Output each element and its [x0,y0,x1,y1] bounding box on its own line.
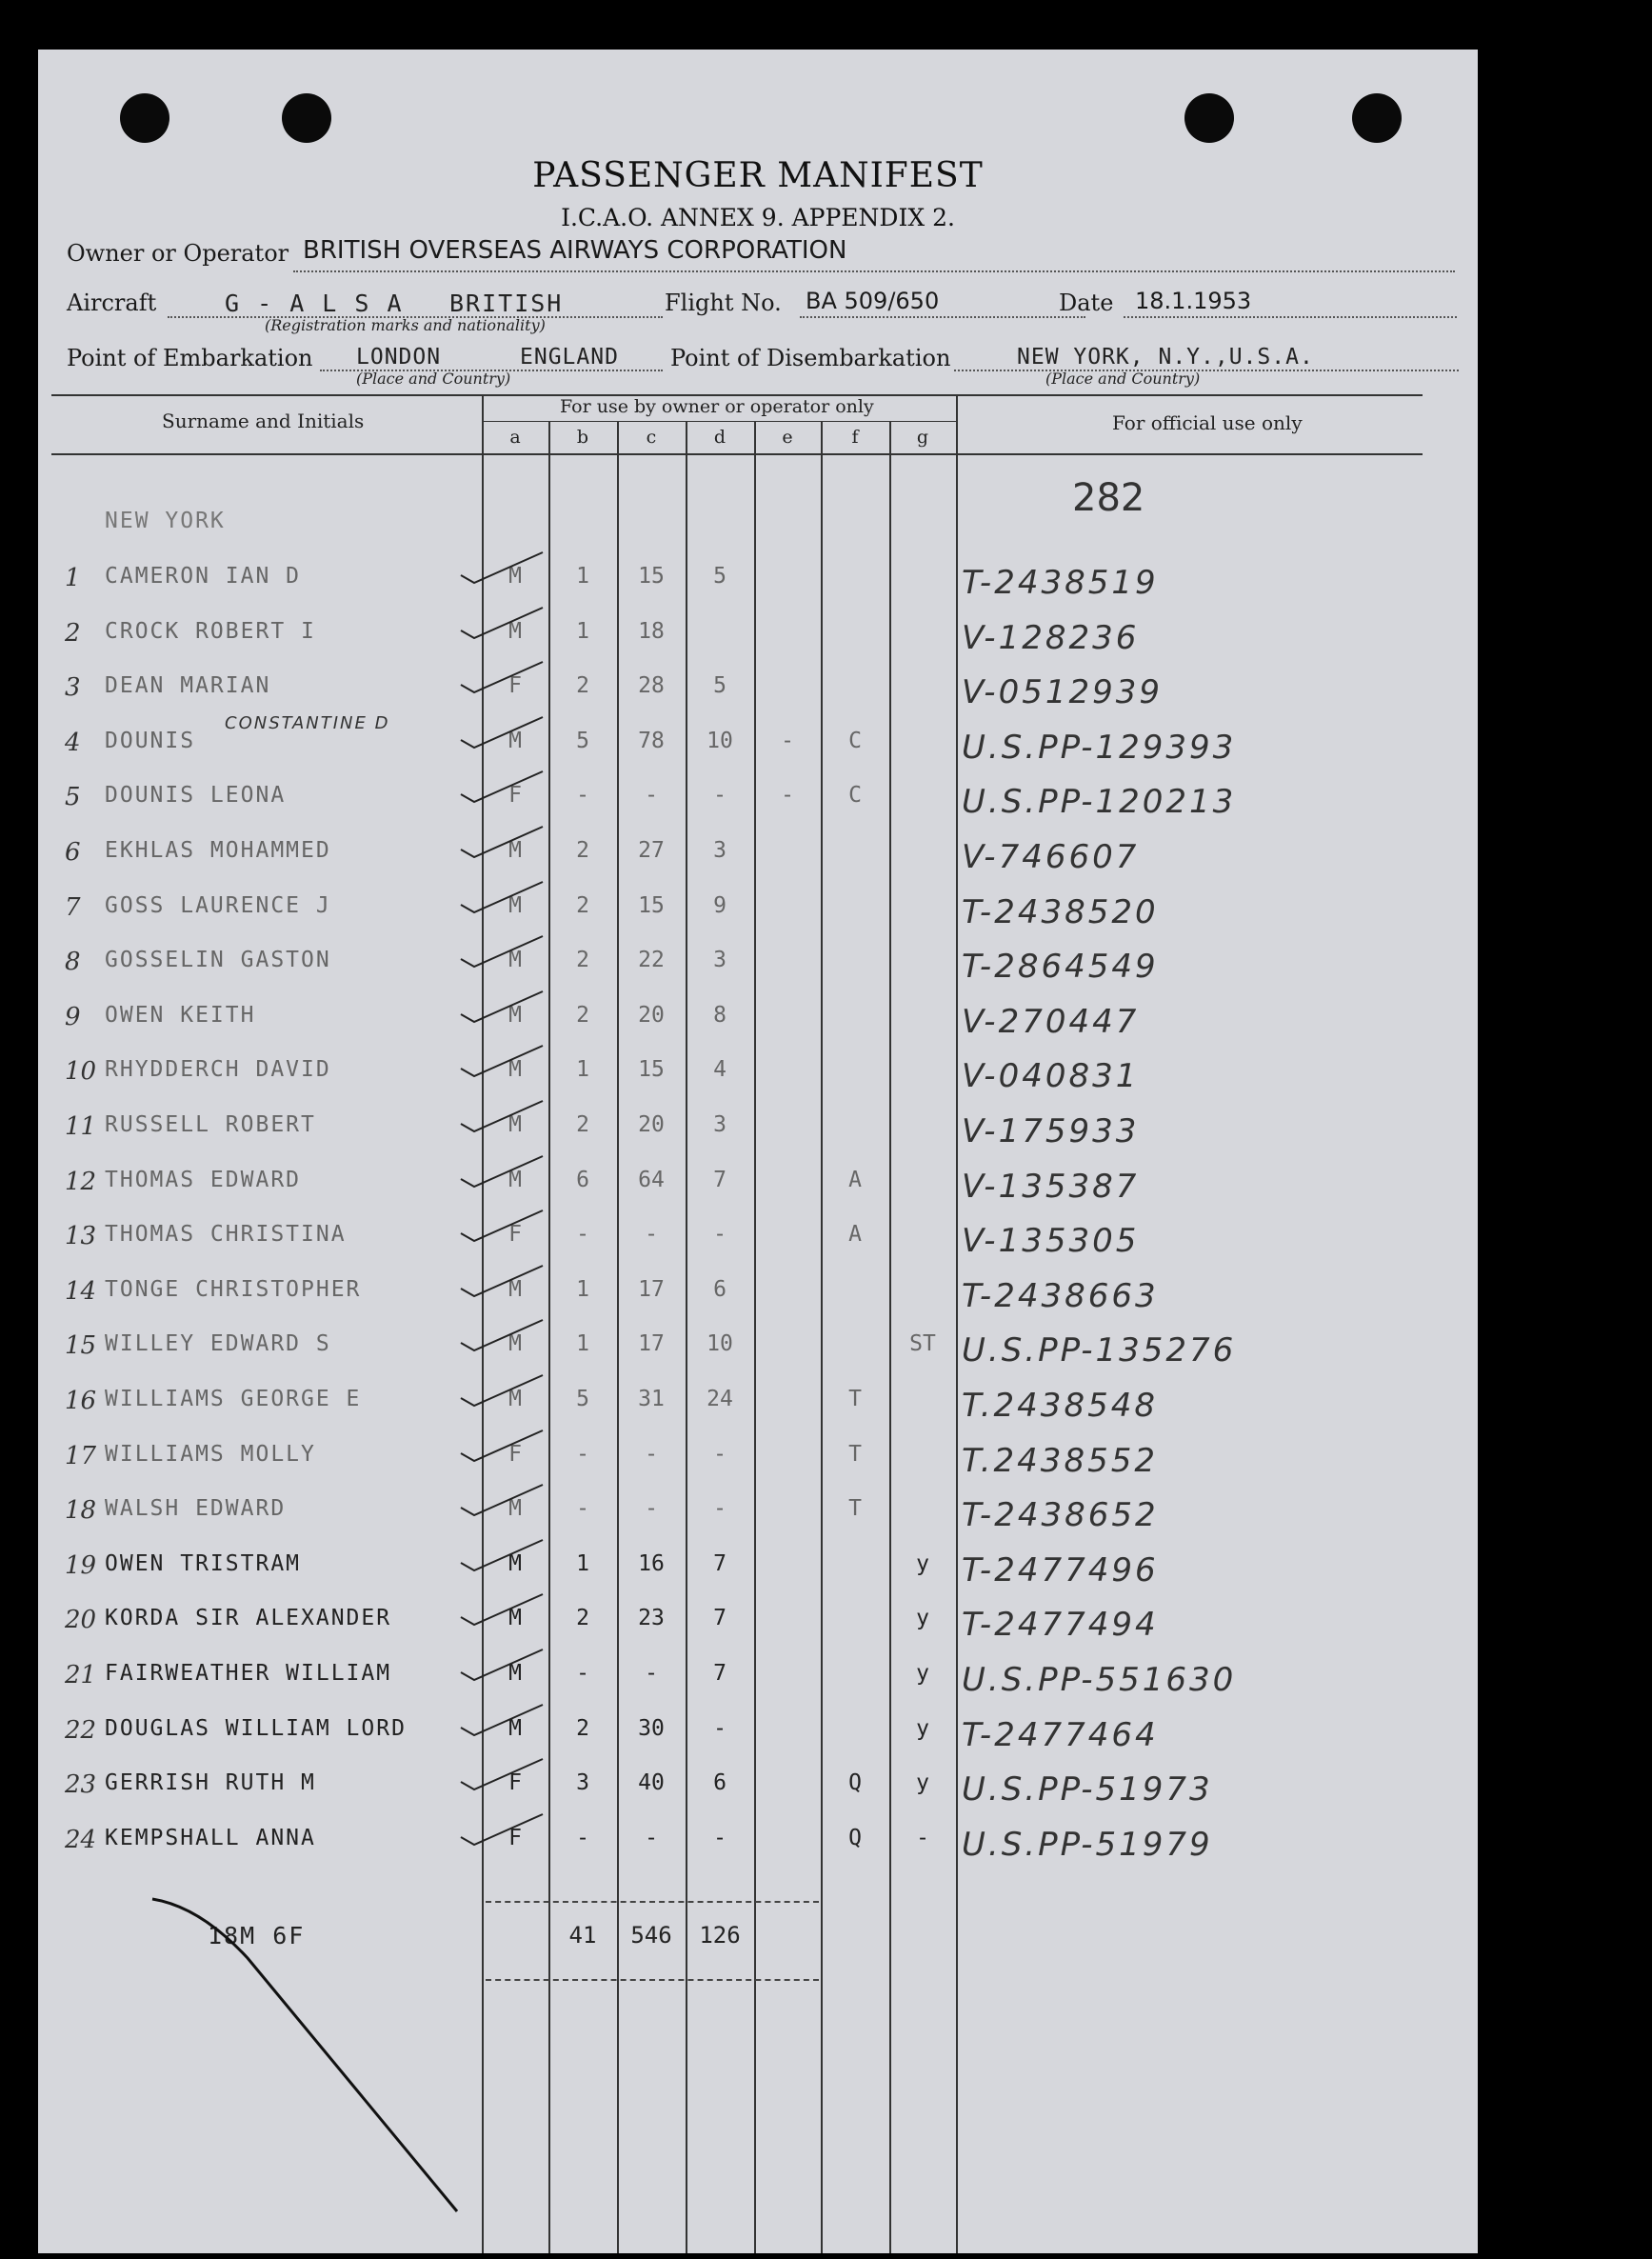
embark-place-note: (Place and Country) [356,370,511,388]
cell-d: 10 [707,1331,733,1357]
disembark-label: Point of Disembarkation [670,345,951,371]
cell-d: - [713,1715,726,1741]
official-number: V-040831 [962,1057,1140,1096]
official-number: V-270447 [962,1002,1140,1041]
official-number: V-175933 [962,1112,1140,1150]
cell-b: - [576,1222,589,1248]
cell-c: 20 [638,1002,665,1028]
passenger-name: RUSSELL ROBERT [105,1112,316,1137]
cell-a: M [508,838,522,863]
row-number: 20 [65,1606,97,1635]
cell-c: - [645,1825,658,1850]
disembark-place-note: (Place and Country) [1045,370,1201,388]
cell-c: 17 [638,1331,665,1357]
disembark-value: NEW YORK, N.Y.,U.S.A. [1017,345,1314,370]
cell-a: M [508,1496,522,1522]
cell-b: 1 [576,564,589,589]
cell-d: 6 [713,1276,726,1302]
official-number: V-0512939 [962,673,1163,712]
cell-c: - [645,1661,658,1686]
passenger-name: WILLIAMS MOLLY [105,1441,316,1467]
passenger-name: RHYDDERCH DAVID [105,1057,331,1083]
cell-d: 7 [713,1606,726,1631]
cell-b: - [576,1661,589,1686]
cell-d: 4 [713,1057,726,1083]
official-number: U.S.PP-51979 [962,1825,1213,1864]
cell-c: 17 [638,1276,665,1302]
cell-a: F [508,783,522,809]
cell-a: M [508,1715,522,1741]
cell-c: 18 [638,618,665,644]
official-number: V-135305 [962,1222,1140,1261]
cell-g: y [916,1715,929,1741]
surname-header: Surname and Initials [162,410,365,432]
passenger-name: FAIRWEATHER WILLIAM [105,1661,392,1686]
cell-b: 2 [576,948,589,973]
cell-a: F [508,1825,522,1850]
cell-b: - [576,1825,589,1850]
passenger-name: GERRISH RUTH M [105,1770,316,1796]
official-number: T-2477464 [962,1715,1159,1754]
passenger-name: KORDA SIR ALEXANDER [105,1606,392,1631]
cell-g: - [916,1825,929,1850]
cell-a: M [508,1331,522,1357]
row-number: 3 [65,673,81,703]
cell-a: M [508,1550,522,1576]
passenger-name: OWEN TRISTRAM [105,1550,302,1576]
row-number: 11 [65,1112,97,1141]
owner-label: Owner or Operator [67,240,289,267]
cell-c: 23 [638,1606,665,1631]
page-title: PASSENGER MANIFEST [532,156,984,195]
row-number: 19 [65,1550,97,1580]
cell-a: M [508,564,522,589]
cell-b: 1 [576,1331,589,1357]
official-number: U.S.PP-120213 [962,783,1237,822]
diagonal-strike-line [38,50,1478,2253]
col-header-d: d [713,427,726,448]
page-number: 282 [1072,476,1145,520]
aircraft-value: G - A L S A [225,290,404,317]
cell-b: 5 [576,728,589,753]
cell-d: 3 [713,838,726,863]
cell-a: M [508,1661,522,1686]
cell-d: 3 [713,1112,726,1137]
cell-b: 2 [576,1002,589,1028]
cell-c: 28 [638,673,665,699]
cell-c: 15 [638,564,665,589]
official-number: U.S.PP-135276 [962,1331,1237,1370]
official-header: For official use only [1112,411,1303,434]
row-number: 14 [65,1276,97,1306]
cell-b: 1 [576,1276,589,1302]
date-value: 18.1.1953 [1135,288,1252,314]
embark-city: LONDON [356,345,442,370]
total-b: 41 [568,1922,597,1949]
cell-c: 15 [638,892,665,918]
cell-a: F [508,1770,522,1796]
manifest-sheet [38,50,1478,2253]
cell-c: 30 [638,1715,665,1741]
cell-b: 2 [576,673,589,699]
cell-a: M [508,1002,522,1028]
passenger-name: THOMAS EDWARD [105,1167,302,1192]
cell-f: A [848,1167,862,1192]
row-number: 6 [65,838,81,867]
cell-g: ST [909,1331,936,1357]
row-number: 22 [65,1715,97,1745]
passenger-name: CAMERON IAN D [105,564,302,589]
row-number: 16 [65,1387,97,1415]
official-number: T-2477496 [962,1550,1159,1589]
official-number: T-2438520 [962,892,1159,931]
cell-c: 22 [638,948,665,973]
cell-d: 5 [713,564,726,589]
passenger-name: THOMAS CHRISTINA [105,1222,347,1248]
aircraft-nationality: BRITISH [449,290,564,317]
aircraft-label: Aircraft [67,290,157,316]
cell-f: T [848,1496,862,1522]
cell-d: - [713,1222,726,1248]
cell-d: - [713,783,726,809]
cell-c: - [645,1222,658,1248]
row-number: 4 [65,728,81,757]
totals-label: 18M 6F [208,1922,306,1949]
cell-b: 6 [576,1167,589,1192]
official-number: T-2477494 [962,1606,1159,1645]
official-number: U.S.PP-129393 [962,728,1237,767]
cell-d: 7 [713,1550,726,1576]
row-number: 5 [65,783,81,812]
row-number: 18 [65,1496,97,1526]
cell-b: 1 [576,1057,589,1083]
official-number: T-2438652 [962,1496,1159,1535]
passenger-name: WILLEY EDWARD S [105,1331,331,1357]
cell-a: F [508,1222,522,1248]
row-number: 1 [65,564,81,592]
row-number: 12 [65,1167,97,1196]
cell-b: 2 [576,1715,589,1741]
cell-d: 6 [713,1770,726,1796]
cell-e: - [781,728,794,753]
cell-g: y [916,1606,929,1631]
cell-a: M [508,1606,522,1631]
cell-c: 16 [638,1550,665,1576]
cell-a: M [508,1167,522,1192]
cell-c: 31 [638,1387,665,1411]
total-d: 126 [699,1922,741,1949]
col-header-f: f [851,427,859,448]
cell-c: 40 [638,1770,665,1796]
passenger-name: DOUGLAS WILLIAM LORD [105,1715,407,1741]
cell-b: 2 [576,1112,589,1137]
cell-c: 15 [638,1057,665,1083]
cell-d: 7 [713,1661,726,1686]
cell-b: 3 [576,1770,589,1796]
cell-a: M [508,728,522,753]
row-number: 9 [65,1002,81,1031]
passenger-name: GOSS LAURENCE J [105,892,331,918]
cell-b: 2 [576,1606,589,1631]
cell-b: - [576,783,589,809]
row-number: 23 [65,1770,97,1800]
destination-label: NEW YORK [105,509,226,533]
passenger-name: OWEN KEITH [105,1002,256,1028]
cell-f: T [848,1441,862,1467]
passenger-name: DOUNIS [105,728,196,753]
passenger-name-correction: CONSTANTINE D [225,712,390,733]
cell-d: 5 [713,673,726,699]
cell-d: - [713,1825,726,1850]
cell-a: M [508,1112,522,1137]
col-header-g: g [916,427,929,448]
cell-d: - [713,1441,726,1467]
owner-value: BRITISH OVERSEAS AIRWAYS CORPORATION [303,236,847,265]
cell-f: C [848,728,862,753]
cell-d: 7 [713,1167,726,1192]
date-label: Date [1059,290,1114,316]
official-number: T-2438519 [962,564,1159,602]
passenger-name: GOSSELIN GASTON [105,948,331,973]
cell-f: C [848,783,862,809]
cell-c: 64 [638,1167,665,1192]
cell-d: 24 [707,1387,733,1411]
cell-a: M [508,892,522,918]
passenger-name: WALSH EDWARD [105,1496,287,1522]
cell-e: - [781,783,794,809]
official-number: T.2438552 [962,1441,1158,1480]
cell-c: - [645,783,658,809]
cell-f: A [848,1222,862,1248]
col-header-e: e [782,427,793,448]
cell-b: 2 [576,892,589,918]
cell-a: F [508,673,522,699]
row-number: 15 [65,1331,97,1361]
cell-b: - [576,1496,589,1522]
cell-c: - [645,1441,658,1467]
cell-g: y [916,1661,929,1686]
page-subtitle: I.C.A.O. ANNEX 9. APPENDIX 2. [561,204,955,231]
official-number: U.S.PP-551630 [962,1661,1237,1699]
cell-a: M [508,948,522,973]
passenger-name: DOUNIS LEONA [105,783,287,809]
cell-a: M [508,1057,522,1083]
cell-a: M [508,1387,522,1411]
row-number: 21 [65,1661,97,1689]
official-number: V-746607 [962,838,1140,876]
col-header-c: c [646,427,657,448]
official-number: V-135387 [962,1167,1140,1206]
row-number: 24 [65,1825,97,1854]
cell-c: 27 [638,838,665,863]
cell-f: Q [848,1825,862,1850]
cell-c: 78 [638,728,665,753]
cell-g: y [916,1770,929,1796]
passenger-name: DEAN MARIAN [105,673,271,699]
row-number: 8 [65,948,81,977]
flight-label: Flight No. [665,290,782,316]
col-header-a: a [509,427,521,448]
cell-d: 8 [713,1002,726,1028]
passenger-name: CROCK ROBERT I [105,618,316,644]
cell-b: 2 [576,838,589,863]
cell-a: F [508,1441,522,1467]
row-number: 10 [65,1057,97,1087]
cell-d: 9 [713,892,726,918]
cell-b: 1 [576,618,589,644]
official-number: T-2864549 [962,948,1159,987]
cell-c: 20 [638,1112,665,1137]
cell-b: - [576,1441,589,1467]
cell-a: M [508,618,522,644]
cell-d: 10 [707,728,733,753]
col-header-b: b [576,427,589,448]
cell-b: 1 [576,1550,589,1576]
passenger-name: WILLIAMS GEORGE E [105,1387,362,1411]
cell-f: Q [848,1770,862,1796]
cell-c: - [645,1496,658,1522]
passenger-name: TONGE CHRISTOPHER [105,1276,362,1302]
aircraft-note: (Registration marks and nationality) [265,316,546,334]
passenger-name: KEMPSHALL ANNA [105,1825,316,1850]
row-number: 2 [65,618,81,648]
flight-value: BA 509/650 [806,288,940,314]
cell-d: 3 [713,948,726,973]
embark-country: ENGLAND [520,345,619,370]
official-number: T.2438548 [962,1387,1158,1425]
embark-label: Point of Embarkation [67,345,313,371]
cell-g: y [916,1550,929,1576]
cell-f: T [848,1387,862,1411]
row-number: 7 [65,892,81,922]
cell-d: - [713,1496,726,1522]
owner-use-header: For use by owner or operator only [560,396,874,417]
official-number: U.S.PP-51973 [962,1770,1213,1809]
official-number: T-2438663 [962,1276,1159,1315]
row-number: 17 [65,1441,97,1470]
passenger-name: EKHLAS MOHAMMED [105,838,331,863]
cell-a: M [508,1276,522,1302]
official-number: V-128236 [962,618,1140,657]
total-c: 546 [630,1922,672,1949]
row-number: 13 [65,1222,97,1251]
cell-b: 5 [576,1387,589,1411]
